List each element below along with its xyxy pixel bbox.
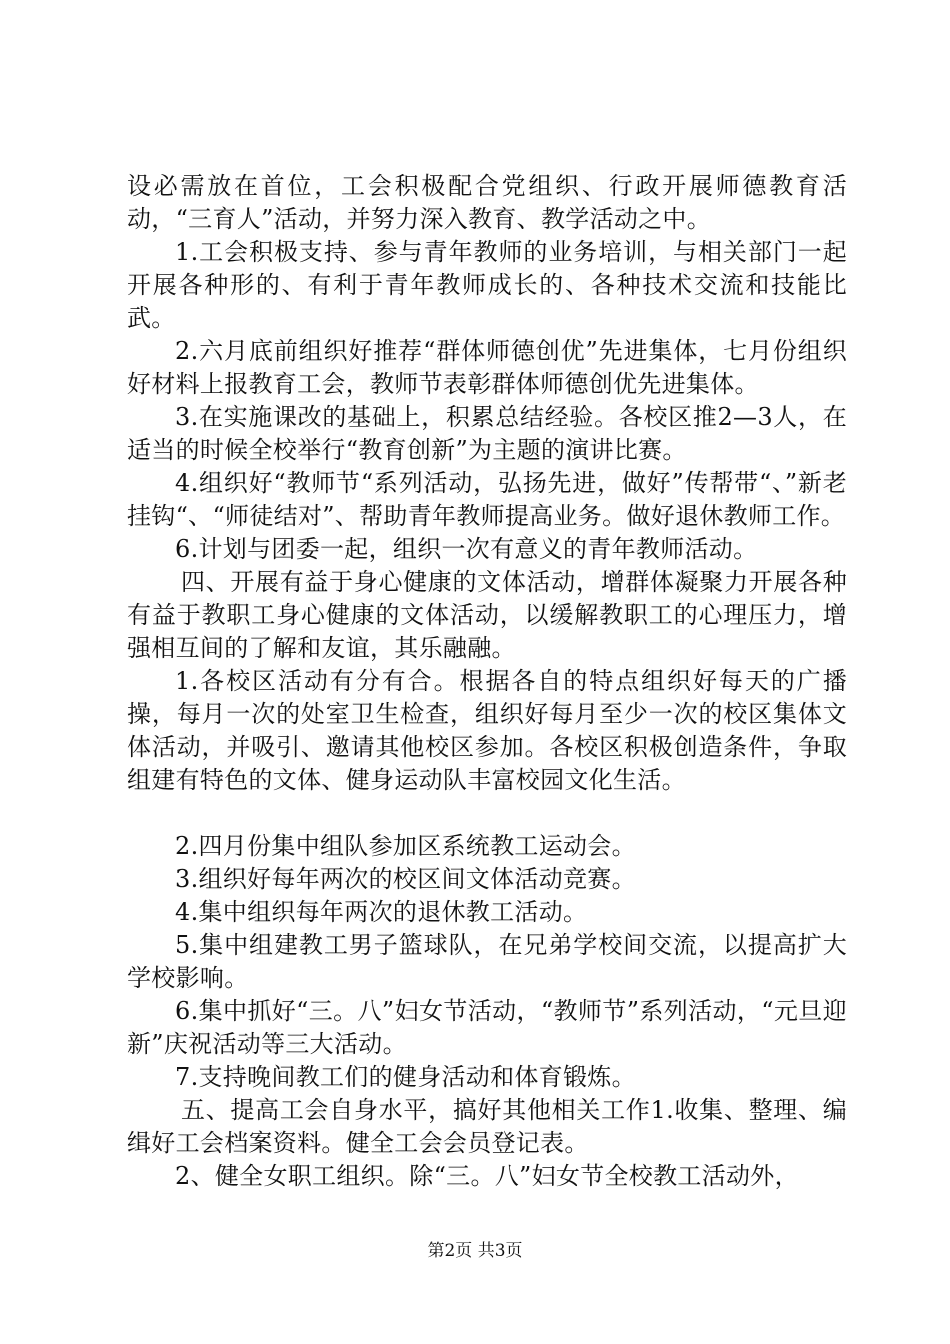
paragraph-13: 6.集中抓好“三。八”妇女节活动，“教师节”系列活动，“元旦迎新”庆祝活动等三大活动。 — [127, 997, 847, 1058]
paragraph-15: 五、提高工会自身水平，搞好其他相关工作1.收集、整理、编缉好工会档案资料。健全工会会员登记表。 — [127, 1096, 847, 1157]
paragraph-9: 2.四月份集中组队参加区系统教工运动会。 — [175, 832, 636, 860]
paragraph-14: 7.支持晚间教工们的健身活动和体育锻炼。 — [175, 1063, 636, 1091]
paragraph-6: 6.计划与团委一起，组织一次有意义的青年教师活动。 — [175, 535, 758, 563]
paragraph-5: 4.组织好“教师节“系列活动，弘扬先进，做好”传帮带“、”新老挂钩“、“师徒结对”、帮助青年教师提高业务。做好退休教师工作。 — [127, 469, 847, 530]
paragraph-1: 设必需放在首位，工会积极配合党组织、行政开展师德教育活动，“三育人”活动，并努力深入教育、教学活动之中。 — [127, 172, 847, 233]
page-number-label: 第2页 共3页 — [427, 1241, 523, 1261]
paragraph-16: 2、健全女职工组织。除“三。八”妇女节全校教工活动外， — [175, 1162, 799, 1190]
paragraph-2: 1.工会积极支持、参与青年教师的业务培训，与相关部门一起开展各种形的、有利于青年教师成长的、各种技术交流和技能比武。 — [127, 238, 847, 332]
paragraph-4: 3.在实施课改的基础上，积累总结经验。各校区推2—3人，在适当的时候全校举行“教育创新”为主题的演讲比赛。 — [127, 403, 847, 464]
paragraph-11: 4.集中组织每年两次的退休教工活动。 — [175, 898, 588, 926]
paragraph-8: 1.各校区活动有分有合。根据各自的特点组织好每天的广播操，每月一次的处室卫生检查，组织好每月至少一次的校区集体文体活动，并吸引、邀请其他校区参加。各校区积极创造条件，争取组建有特色的文体、健身运动队丰富校园文化生活。 — [127, 667, 847, 794]
paragraph-10: 3.组织好每年两次的校区间文体活动竞赛。 — [175, 865, 636, 893]
document-body — [127, 170, 847, 1193]
page-footer — [0, 1240, 950, 1262]
paragraph-3: 2.六月底前组织好推荐“群体师德创优”先进集体，七月份组织好材料上报教育工会，教师节表彰群体师德创优先进集体。 — [127, 337, 847, 398]
paragraph-7: 四、开展有益于身心健康的文体活动，增群体凝聚力开展各种有益于教职工身心健康的文体活动，以缓解教职工的心理压力，增强相互间的了解和友谊，其乐融融。 — [127, 568, 847, 662]
paragraph-12: 5.集中组建教工男子篮球队，在兄弟学校间交流，以提高扩大学校影响。 — [127, 931, 847, 992]
